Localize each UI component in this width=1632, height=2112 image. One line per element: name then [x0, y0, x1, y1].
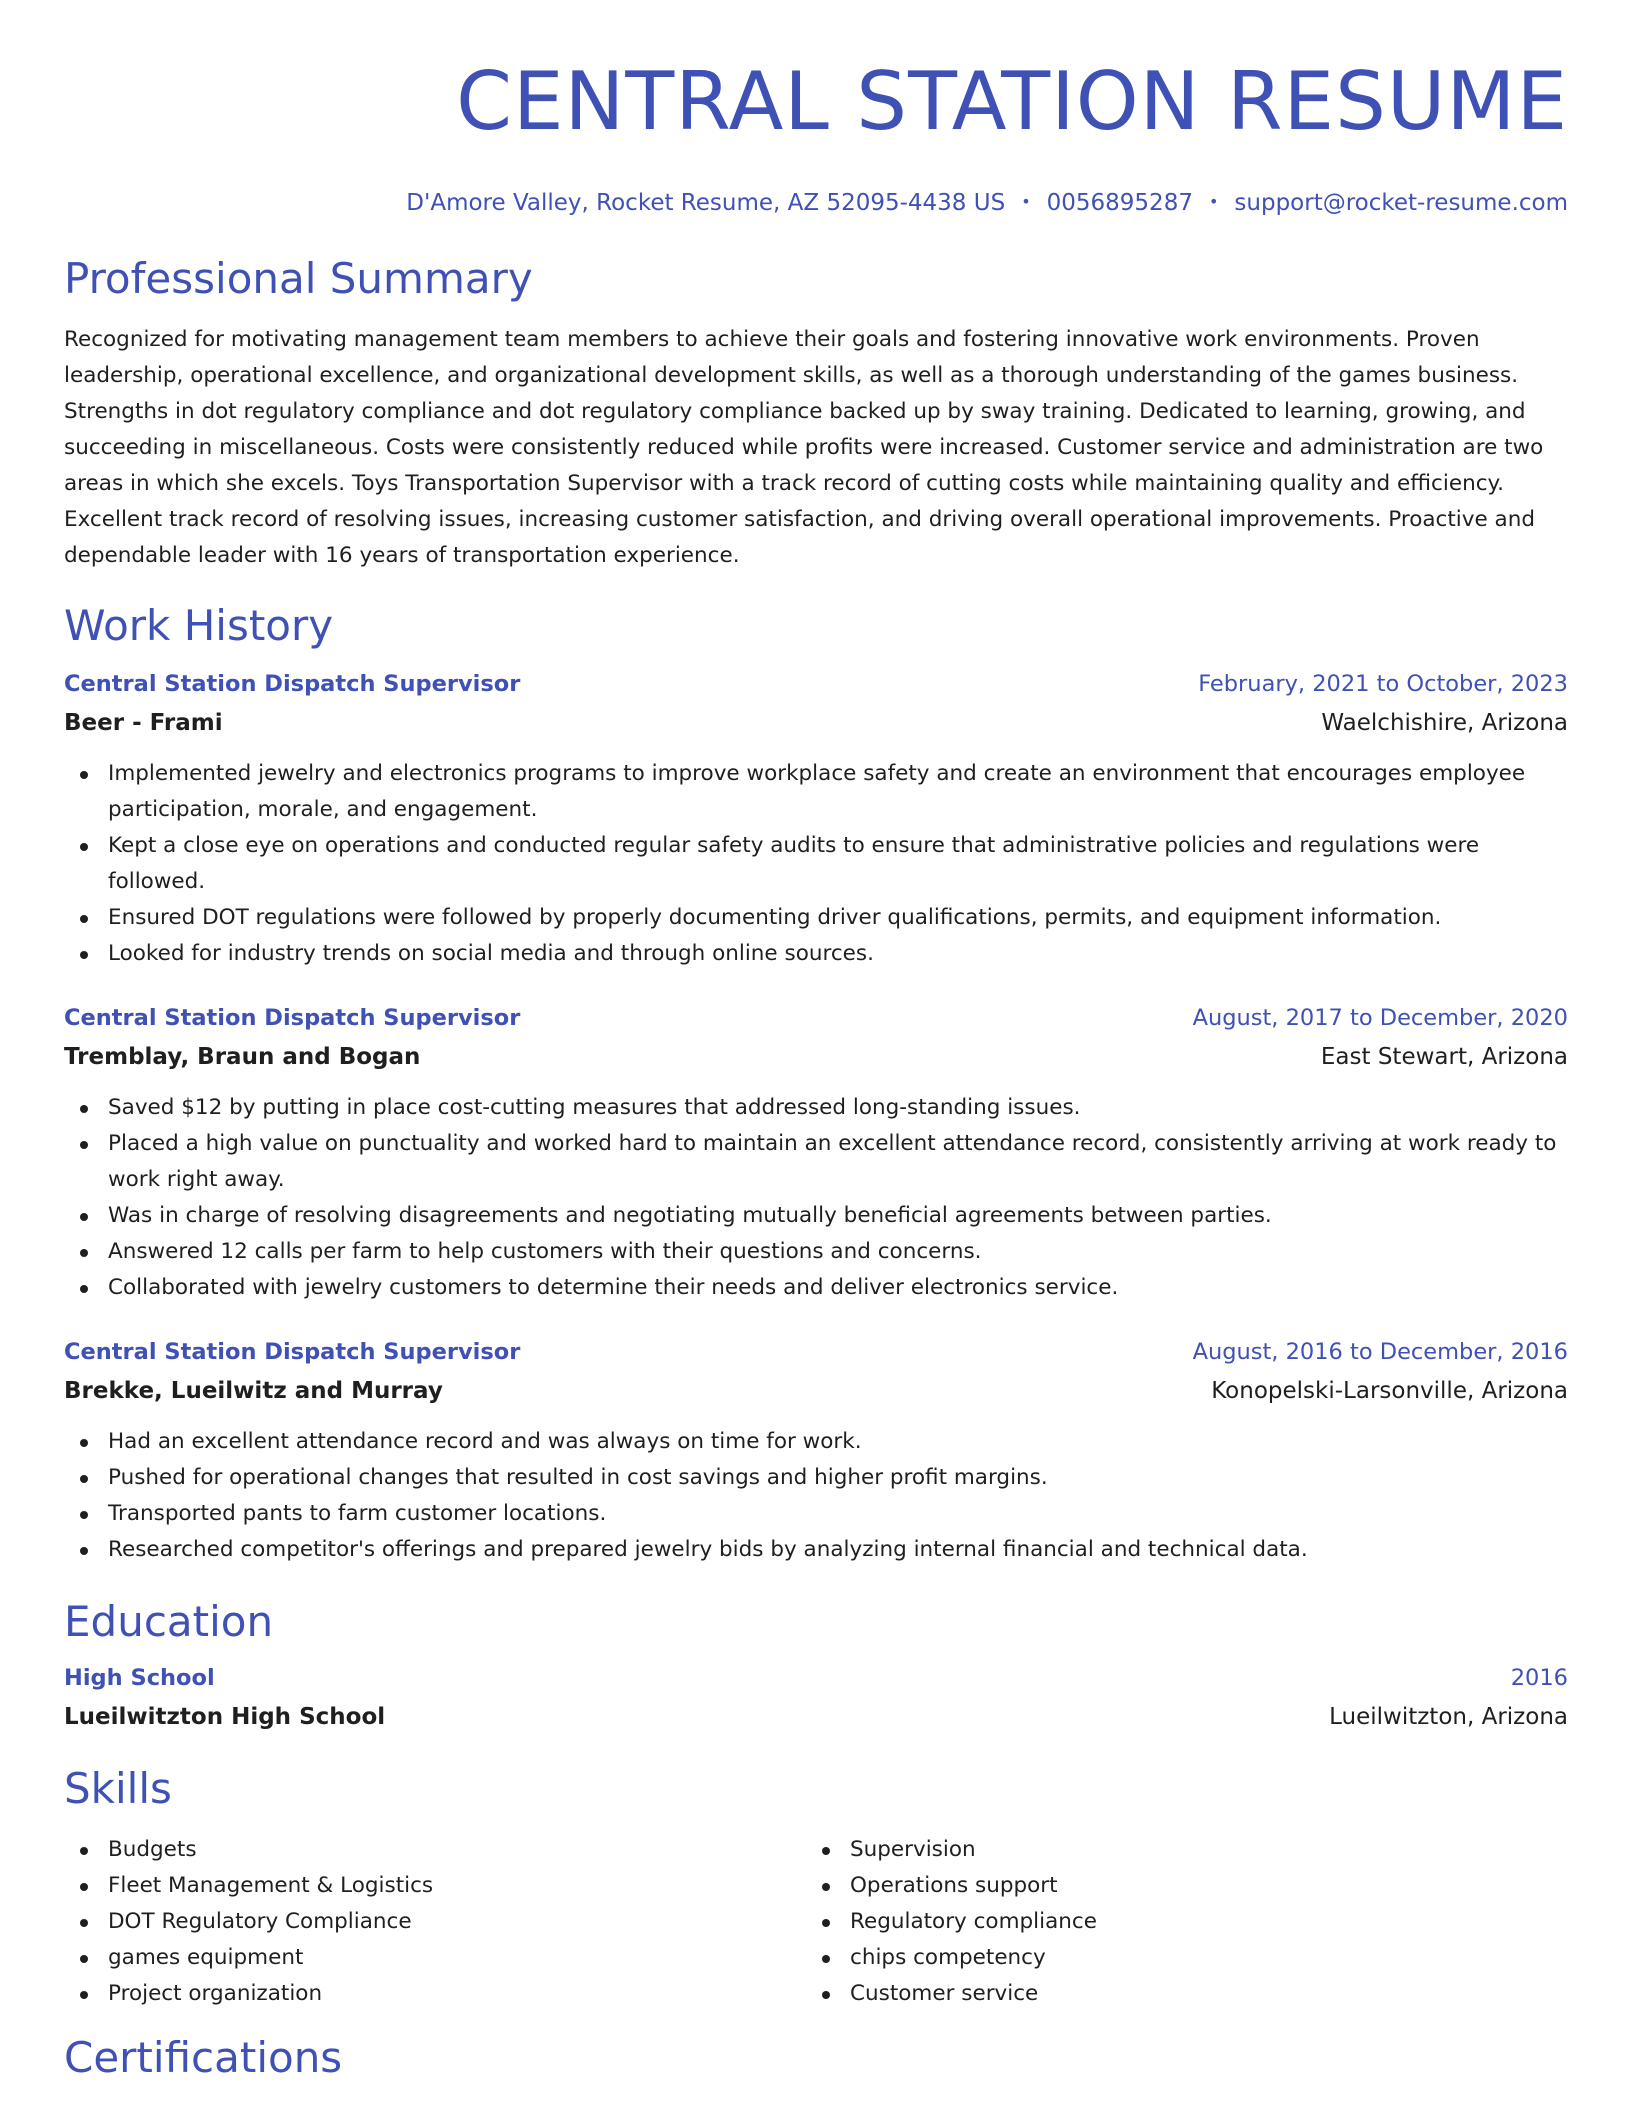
bullet-icon: [80, 1141, 88, 1149]
education-location: Lueilwitzton, Arizona: [1329, 1703, 1568, 1730]
work-history-heading: Work History: [64, 600, 334, 650]
list-item: [64, 756, 1568, 828]
bullet-text: Saved $12 by putting in place cost-cutting measures that addressed long-standing issues.: [108, 1094, 1081, 1120]
bullet-icon: [822, 1883, 830, 1891]
list-item: [64, 1198, 1568, 1234]
job-entry: [64, 1336, 1568, 1568]
bullet-icon: [80, 1883, 88, 1891]
job-entry: [64, 668, 1568, 972]
list-item: [806, 1868, 1548, 1904]
bullet-text: Was in charge of resolving disagreements and negotiating mutually beneficial agreements between parties.: [108, 1202, 1272, 1228]
bullet-icon: [80, 1213, 88, 1221]
list-item: [64, 1270, 1568, 1306]
job-title: Central Station Dispatch Supervisor: [64, 1004, 521, 1031]
list-item: [806, 1976, 1548, 2012]
summary-heading: Professional Summary: [64, 253, 533, 303]
skills-list: [806, 1832, 1548, 2012]
job-bullet-list: [64, 1090, 1568, 1306]
bullet-icon: [822, 1919, 830, 1927]
job-title: Central Station Dispatch Supervisor: [64, 1338, 521, 1365]
list-item: [64, 1868, 806, 1904]
job-location: East Stewart, Arizona: [1320, 1043, 1568, 1070]
skill-text: Supervision: [850, 1836, 976, 1862]
bullet-icon: [80, 771, 88, 779]
bullet-icon: [80, 915, 88, 923]
bullet-text: Pushed for operational changes that resulted in cost savings and higher profit margins.: [108, 1464, 1048, 1490]
bullet-text: Looked for industry trends on social media and through online sources.: [108, 940, 874, 966]
list-item: [806, 1904, 1548, 1940]
bullet-icon: [80, 1285, 88, 1293]
list-item: [64, 936, 1568, 972]
skills-heading: Skills: [64, 1763, 172, 1813]
bullet-icon: [80, 1249, 88, 1257]
bullet-text: Placed a high value on punctuality and worked hard to maintain an excellent attendance record, consistently arriving at work ready to work right away.: [108, 1130, 1557, 1192]
list-item: [64, 1496, 1568, 1532]
bullet-icon: [80, 1919, 88, 1927]
skill-text: Regulatory compliance: [850, 1908, 1097, 1934]
education-entry: [64, 1662, 1568, 1733]
list-item: [64, 1424, 1568, 1460]
bullet-text: Ensured DOT regulations were followed by properly documenting driver qualifications, permits, and equipment information.: [108, 904, 1442, 930]
skills-grid: [64, 1832, 1568, 2012]
contact-separator: •: [1208, 191, 1219, 211]
list-item: [64, 1976, 806, 2012]
list-item: [64, 1904, 806, 1940]
job-dates: August, 2017 to December, 2020: [1192, 1004, 1568, 1031]
list-item: [64, 1126, 1568, 1198]
bullet-icon: [80, 1105, 88, 1113]
skill-text: DOT Regulatory Compliance: [108, 1908, 412, 1934]
contact-separator: •: [1021, 191, 1031, 211]
bullet-icon: [80, 1511, 88, 1519]
list-item: [806, 1832, 1548, 1868]
job-company: Beer - Frami: [64, 709, 223, 736]
list-item: [64, 1234, 1568, 1270]
job-company: Tremblay, Braun and Bogan: [64, 1043, 421, 1070]
education-school: Lueilwitzton High School: [64, 1703, 386, 1730]
education-heading: Education: [64, 1596, 274, 1646]
list-item: [64, 1090, 1568, 1126]
bullet-icon: [822, 1991, 830, 1999]
education-degree: High School: [64, 1664, 215, 1691]
list-item: [64, 1460, 1568, 1496]
bullet-icon: [80, 1475, 88, 1483]
bullet-text: Implemented jewelry and electronics programs to improve workplace safety and create an environment that encourages employee participation, morale, and engagement.: [108, 760, 1526, 822]
certifications-heading: Certifications: [64, 2032, 343, 2082]
bullet-text: Kept a close eye on operations and conducted regular safety audits to ensure that administrative policies and regulations were followed.: [108, 832, 1480, 894]
list-item: [64, 1532, 1568, 1568]
bullet-icon: [822, 1847, 830, 1855]
skill-text: Fleet Management & Logistics: [108, 1872, 434, 1898]
bullet-text: Collaborated with jewelry customers to determine their needs and deliver electronics service.: [108, 1274, 1119, 1300]
bullet-icon: [80, 951, 88, 959]
bullet-text: Transported pants to farm customer locations.: [108, 1500, 607, 1526]
job-dates: February, 2021 to October, 2023: [1198, 670, 1568, 697]
skills-column-right: [806, 1832, 1548, 2012]
bullet-icon: [80, 1439, 88, 1447]
job-company: Brekke, Lueilwitz and Murray: [64, 1377, 443, 1404]
contact-line: [64, 188, 1568, 219]
education-year: 2016: [1510, 1664, 1568, 1691]
job-bullet-list: [64, 1424, 1568, 1568]
list-item: [64, 828, 1568, 900]
list-item: [64, 1940, 806, 1976]
skills-list: [64, 1832, 806, 2012]
list-item: [806, 1940, 1548, 1976]
resume-name: CENTRAL STATION RESUME: [456, 55, 1568, 148]
bullet-icon: [822, 1955, 830, 1963]
job-location: Konopelski-Larsonville, Arizona: [1211, 1377, 1568, 1404]
bullet-text: Had an excellent attendance record and was always on time for work.: [108, 1428, 862, 1454]
bullet-icon: [80, 1955, 88, 1963]
contact-email[interactable]: support@rocket-resume.com: [1234, 190, 1568, 216]
skill-text: Budgets: [108, 1836, 197, 1862]
job-dates: August, 2016 to December, 2016: [1192, 1338, 1568, 1365]
bullet-text: Researched competitor's offerings and prepared jewelry bids by analyzing internal financial and technical data.: [108, 1536, 1308, 1562]
summary-text: Recognized for motivating management team members to achieve their goals and fostering innovative work environments. Proven leadership, operational excellence, and organizational development skills, as well as a thorough understanding of the games business. Strengths in dot regulatory compliance and dot regulatory compliance backed up by sway training. Dedicated to learning, growing, and succeeding in miscellaneous. Costs were consistently reduced while profits were increased. Customer service and administration are two areas in which she excels. Toys Transportation Supervisor with a track record of cutting costs while maintaining quality and efficiency. Excellent track record of resolving issues, increasing customer satisfaction, and driving overall operational improvements. Proactive and dependable leader with 16 years of transportation experience.: [64, 326, 1544, 568]
job-location: Waelchishire, Arizona: [1321, 709, 1568, 736]
skill-text: games equipment: [108, 1944, 304, 1970]
skills-column-left: [64, 1832, 806, 2012]
list-item: [64, 900, 1568, 936]
job-entry: [64, 1002, 1568, 1306]
bullet-icon: [80, 843, 88, 851]
bullet-icon: [80, 1547, 88, 1555]
contact-address: D'Amore Valley, Rocket Resume, AZ 52095-4438 US: [406, 190, 1006, 216]
list-item: [64, 1832, 806, 1868]
bullet-text: Answered 12 calls per farm to help customers with their questions and concerns.: [108, 1238, 982, 1264]
skill-text: chips competency: [850, 1944, 1046, 1970]
skill-text: Operations support: [850, 1872, 1058, 1898]
contact-phone: 0056895287: [1046, 190, 1193, 216]
job-bullet-list: [64, 756, 1568, 972]
skill-text: Project organization: [108, 1980, 323, 2006]
bullet-icon: [80, 1991, 88, 1999]
bullet-icon: [80, 1847, 88, 1855]
job-title: Central Station Dispatch Supervisor: [64, 670, 521, 697]
skill-text: Customer service: [850, 1980, 1039, 2006]
